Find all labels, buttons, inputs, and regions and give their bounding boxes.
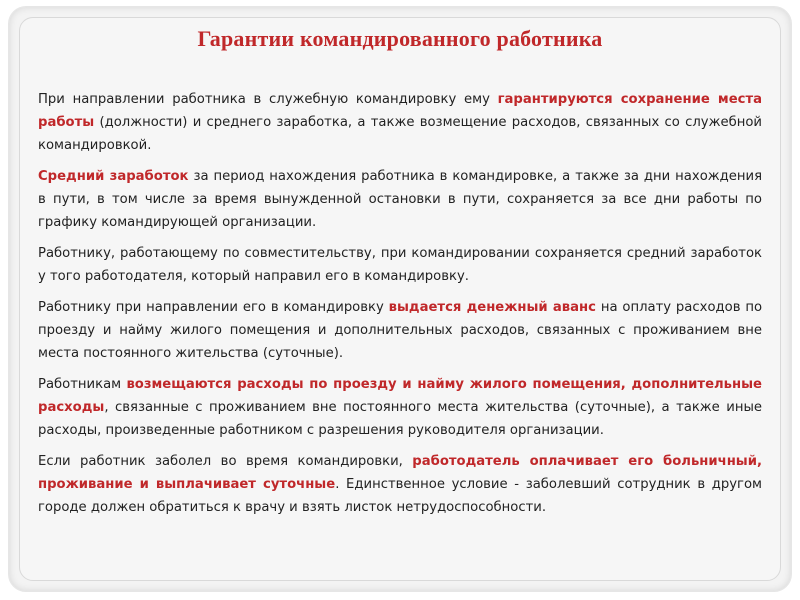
paragraph-text: Работнику при направлении его в командировку: [38, 300, 389, 315]
paragraph-text: . Единственное условие - заболевший сотрудник в другом городе должен обратиться к врачу и взять листок нетрудоспособности.: [38, 477, 762, 515]
highlight-text: Средний заработок: [38, 169, 189, 184]
slide-title: Гарантии командированного работника: [197, 26, 603, 51]
paragraph-sick-leave: [38, 450, 762, 519]
paragraph-text: Работнику, работающему по совместительству, при командировании сохраняется средний заработок у того работодателя, который направил его в командировку.: [38, 246, 762, 284]
paragraph-text: Работникам: [38, 377, 127, 392]
paragraph-part-time: [38, 242, 762, 288]
paragraph-text: , связанные с проживанием вне постоянного места жительства (суточные), а также иные расходы, произведенные работником с разрешения руководителя организации.: [38, 400, 762, 438]
highlight-text: работодатель оплачивает его больничный, проживание и выплачивает суточные: [38, 454, 762, 492]
paragraph-guarantees: [38, 88, 762, 157]
slide-body: [38, 88, 762, 527]
paragraph-reimbursement: [38, 373, 762, 442]
paragraph-text: При направлении работника в служебную командировку ему: [38, 92, 498, 107]
paragraph-text: Если работник заболел во время командировки,: [38, 454, 413, 469]
paragraph-text: на оплату расходов по проезду и найму жилого помещения и дополнительных расходов, связанных с проживанием вне места постоянного жительства (суточные).: [38, 300, 763, 361]
highlight-text: выдается денежный аванс: [388, 300, 596, 315]
paragraph-text: за период нахождения работника в командировке, а также за дни нахождения в пути, в том числе за время вынужденной остановки в пути, сохраняется за все дни работы по графику командирующей организации.: [38, 169, 762, 230]
highlight-text: возмещаются расходы по проезду и найму жилого помещения, дополнительные расходы: [38, 377, 762, 415]
paragraph-average-salary: [38, 165, 762, 234]
highlight-text: гарантируются сохранение места работы: [38, 92, 762, 130]
paragraph-text: (должности) и среднего заработка, а также возмещение расходов, связанных со служебной командировкой.: [38, 115, 762, 153]
paragraph-advance: [38, 296, 762, 365]
